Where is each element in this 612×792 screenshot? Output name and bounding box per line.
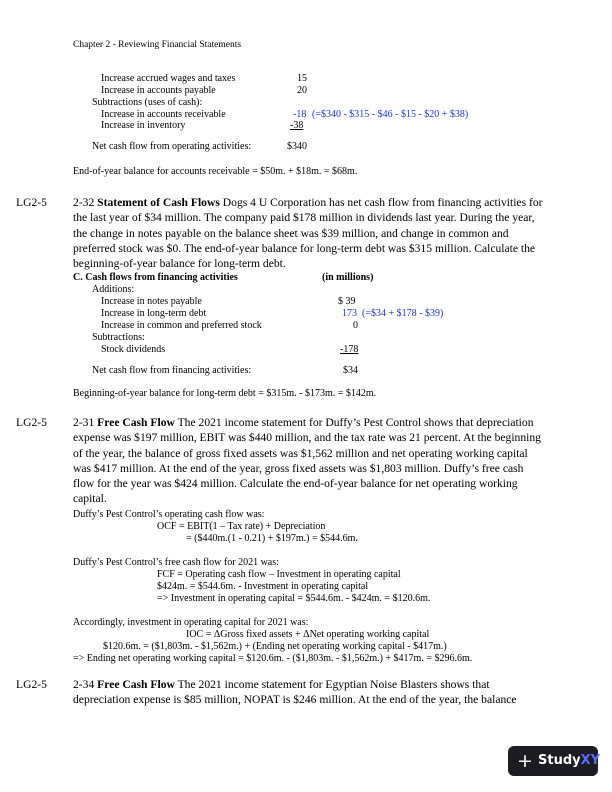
problem-body: The 2021 income statement for Duffy’s Pest Control shows that depreciation expense was $197 million, EBIT was $440 million, and the tax rate was 21 percent. At the beginning of the year, the balance of gross fixed assets was $1,562 million and net operating working capital was $417 million. At the end of the year, gross fixed assets was $1,803 million. Duffy’s free cash flow for the year was $424 million. Calculate the end-of-year balance for net operating working capital. [73,416,541,506]
row-value: -18 [293,109,307,120]
row-value: -38 [290,120,304,131]
ioc-substitution: $120.6m. = ($1,803m. - $1,562m.) + (Ending net operating working capital - $417m.) [103,641,447,652]
ocf-result: = ($440m.(1 - 0.21) + $197m.) = $544.6m. [186,533,358,544]
page-header: Chapter 2 - Reviewing Financial Statements [73,40,242,50]
studyxy-badge[interactable] [508,746,601,776]
row-value: 15 [297,73,307,84]
total-label: Net cash flow from operating activities: [92,141,252,152]
row-value: -178 [340,344,359,355]
fcf-result: => Investment in operating capital = $544.6m. - $424m. = $120.6m. [157,593,431,604]
problem-title: Free Cash Flow [97,416,175,429]
table-unit: (in millions) [322,272,374,283]
row-value: $ 39 [338,296,356,307]
problem-body: The 2021 income statement for Egyptian Noise Blasters shows that depreciation expense is $85 million, NOPAT is $246 million. At the end of the year, the balance [73,678,517,707]
fcf-intro: Duffy’s Pest Control’s free cash flow for 2021 was: [73,557,279,568]
learning-goal: LG2-5 [16,196,47,209]
learning-goal: LG2-5 [16,416,47,429]
row-value: 20 [297,85,307,96]
problem-number: 2-31 [73,416,95,429]
problem-number: 2-32 [73,196,95,209]
total-value: $340 [287,141,307,152]
problem-body: Dogs 4 U Corporation has net cash flow from financing activities for the last year of $34 million. The company paid $178 million in dividends last year. During the year, the change in notes payable on the balance sheet was $39 million, and change in common and preferred stock was $0. The end-of-year balance for long-term debt was $315 million. Calculate the beginning-of-year balance for long-term debt. [73,196,543,271]
total-label: Net cash flow from financing activities: [92,365,252,376]
ioc-formula: IOC = ΔGross fixed assets + ΔNet operating working capital [186,629,430,640]
conclusion: Beginning-of-year balance for long-term debt = $315m. - $173m. = $142m. [73,388,377,399]
plus-icon: + [517,750,533,772]
learning-goal: LG2-5 [16,678,47,691]
studyxy-logo: StudyXY [538,753,601,768]
row-note: (=$340 - $315 - $46 - $15 - $20 + $38) [312,109,469,120]
total-value: $34 [343,365,358,376]
row-label: Increase in accounts receivable [101,109,226,120]
row-label: Stock dividends [101,344,166,355]
row-value: 0 [353,320,358,331]
fcf-formula: FCF = Operating cash flow – Investment in operating capital [157,569,401,580]
row-label: Increase in accounts payable [101,85,216,96]
problem-title: Statement of Cash Flows [97,196,220,209]
section-label: Subtractions: [92,332,145,343]
problem-title: Free Cash Flow [97,678,175,691]
row-label: Increase in inventory [101,120,186,131]
problem-number: 2-34 [73,678,95,691]
section-label: Subtractions (uses of cash): [92,97,203,108]
row-label: Increase accrued wages and taxes [101,73,236,84]
row-label: Increase in common and preferred stock [101,320,262,331]
fcf-substitution: $424m. = $544.6m. - Investment in operating capital [157,581,369,592]
row-value: 173 [342,308,357,319]
conclusion: End-of-year balance for accounts receivable = $50m. + $18m. = $68m. [73,166,358,177]
ocf-intro: Duffy’s Pest Control’s operating cash flow was: [73,509,265,520]
problem-2-31 [73,415,543,507]
section-label: Additions: [92,284,135,295]
row-note: (=$34 + $178 - $39) [362,308,444,319]
ioc-result: => Ending net operating working capital = $120.6m. - ($1,803m. - $1,562m.) + $417m. = $296.6m. [73,653,473,664]
row-label: Increase in notes payable [101,296,202,307]
ocf-formula: OCF = EBIT(1 – Tax rate) + Depreciation [157,521,326,532]
table-title: C. Cash flows from financing activities [73,272,238,283]
problem-2-32 [73,195,543,271]
ioc-intro: Accordingly, investment in operating capital for 2021 was: [73,617,309,628]
row-label: Increase in long-term debt [101,308,207,319]
problem-2-34 [73,677,543,708]
